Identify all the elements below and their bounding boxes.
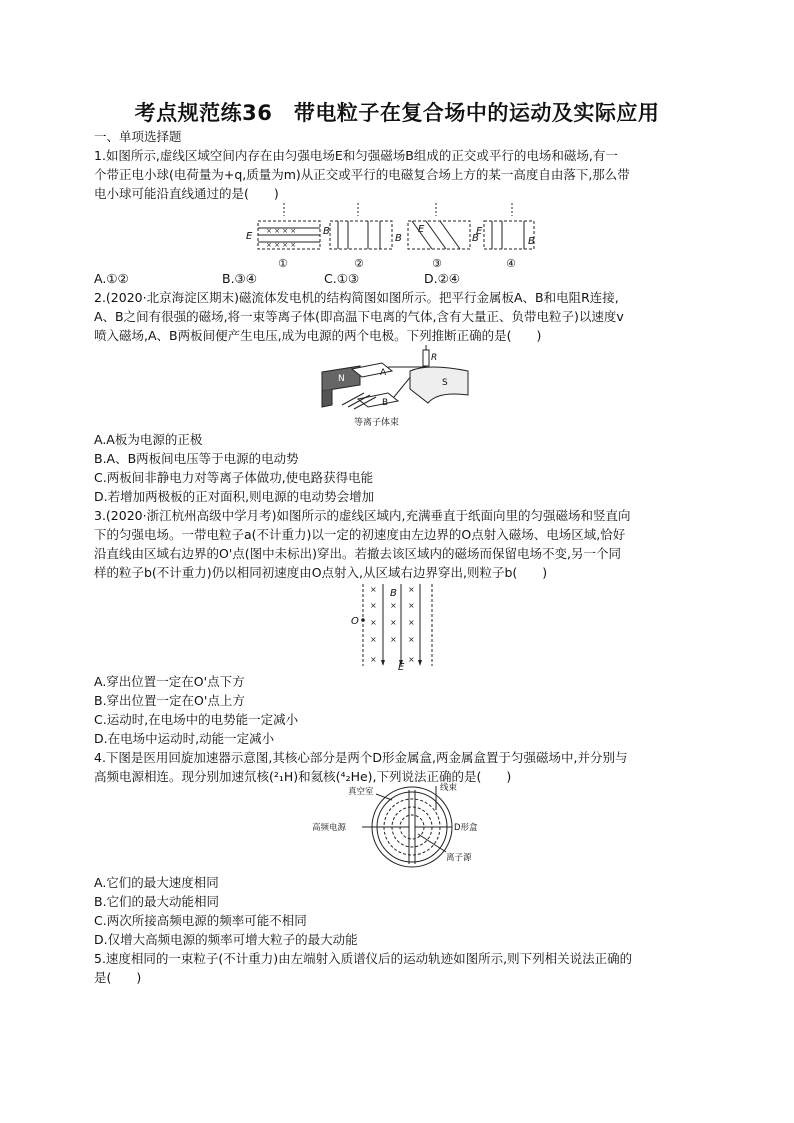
- q3-option-b: B.穿出位置一定在O'点上方: [94, 693, 245, 708]
- svg-text:×: ×: [370, 635, 377, 644]
- q1-line-3: 电小球可能沿直线通过的是( ): [94, 186, 279, 201]
- svg-text:× × × ×: × × × ×: [266, 227, 297, 235]
- q3-line-4: 样的粒子b(不计重力)仍以相同初速度由O点射入,从区域右边界穿出,则粒子b( ): [94, 565, 548, 580]
- q1-option-c: C.①③: [324, 271, 360, 286]
- svg-text:×: ×: [390, 635, 397, 644]
- svg-text:×: ×: [408, 585, 415, 594]
- svg-text:B: B: [382, 398, 389, 408]
- svg-text:②: ②: [354, 257, 364, 270]
- svg-text:等离子体束: 等离子体束: [354, 418, 400, 428]
- q4-option-d: D.仅增大高频电源的频率可增大粒子的最大动能: [94, 932, 358, 947]
- q4-line-2: 高频电源相连。现分别加速氘核(²₁H)和氦核(⁴₂He),下列说法正确的是( ): [94, 769, 512, 784]
- svg-text:B: B: [472, 233, 479, 244]
- svg-text:真空室: 真空室: [348, 787, 374, 797]
- svg-text:×: ×: [370, 618, 377, 627]
- page-title: 考点规范练36 带电粒子在复合场中的运动及实际应用: [134, 101, 660, 125]
- svg-text:×: ×: [390, 601, 397, 610]
- svg-text:×: ×: [370, 585, 377, 594]
- q1-option-b: B.③④: [222, 271, 257, 286]
- q3-line-3: 沿直线由区域右边界的O'点(图中未标出)穿出。若撤去该区域内的磁场而保留电场不变,另一个同: [94, 546, 622, 561]
- svg-text:S: S: [442, 378, 448, 388]
- q1-line-1: 1.如图所示,虚线区域空间内存在由匀强电场E和匀强磁场B组成的正交或平行的电场和磁场,有一: [94, 148, 618, 163]
- q5-line-1: 5.速度相同的一束粒子(不计重力)由左端射入质谱仪后的运动轨迹如图所示,则下列相关说法正确的: [94, 951, 633, 966]
- q3-line-1: 3.(2020·浙江杭州高级中学月考)如图所示的虚线区域内,充满垂直于纸面向里的匀强磁场和竖直向: [94, 508, 631, 523]
- svg-text:×: ×: [390, 618, 397, 627]
- svg-text:B: B: [528, 236, 535, 247]
- svg-text:E: E: [418, 224, 425, 235]
- svg-text:E: E: [476, 226, 483, 237]
- svg-text:×: ×: [370, 601, 377, 610]
- svg-text:×: ×: [408, 655, 415, 664]
- q3-option-c: C.运动时,在电场中的电势能一定减小: [94, 712, 299, 727]
- svg-text:×: ×: [408, 635, 415, 644]
- q2-option-b: B.A、B两板间电压等于电源的电动势: [94, 451, 299, 466]
- q2-line-1: 2.(2020·北京海淀区期末)磁流体发电机的结构简图如图所示。把平行金属板A、B和电阻R连接,: [94, 290, 619, 305]
- svg-text:④: ④: [506, 257, 516, 270]
- q1-option-a: A.①②: [94, 271, 129, 286]
- q4-option-a: A.它们的最大速度相同: [94, 875, 219, 890]
- svg-text:B: B: [390, 588, 397, 599]
- q3-option-a: A.穿出位置一定在O'点下方: [94, 674, 245, 689]
- svg-text:A: A: [380, 368, 387, 378]
- q3-option-d: D.在电场中运动时,动能一定减小: [94, 731, 275, 746]
- svg-text:N: N: [338, 374, 345, 384]
- q5-line-2: 是( ): [94, 970, 142, 985]
- svg-text:E: E: [398, 662, 405, 672]
- q3-line-2: 下的匀强电场。一带电粒子a(不计重力)以一定的初速度由左边界的O点射入磁场、电场区域,恰好: [94, 527, 626, 542]
- q1-line-2: 个带正电小球(电荷量为+q,质量为m)从正交或平行的电磁复合场上方的某一高度自由落下,那么带: [94, 167, 630, 182]
- q3-field-region-figure: [348, 580, 448, 672]
- q2-mhd-generator-figure: [318, 345, 488, 430]
- svg-text:B: B: [323, 226, 330, 237]
- svg-text:×: ×: [408, 601, 415, 610]
- svg-text:线束: 线束: [440, 783, 458, 793]
- svg-text:R: R: [431, 353, 438, 363]
- svg-text:×: ×: [408, 618, 415, 627]
- svg-text:×: ×: [370, 655, 377, 664]
- svg-text:× × × ×: × × × ×: [266, 241, 297, 249]
- svg-text:E: E: [246, 231, 253, 242]
- svg-text:①: ①: [278, 257, 288, 270]
- q2-line-3: 喷入磁场,A、B两板间便产生电压,成为电源的两个电极。下列推断正确的是( ): [94, 328, 542, 343]
- q1-field-figures: [240, 200, 540, 272]
- q2-option-d: D.若增加两极板的正对面积,则电源的电动势会增加: [94, 489, 375, 504]
- q4-line-1: 4.下图是医用回旋加速器示意图,其核心部分是两个D形金属盒,两金属盒置于匀强磁场中,并分别与: [94, 750, 628, 765]
- svg-text:③: ③: [432, 257, 442, 270]
- svg-text:D形盒: D形盒: [454, 823, 478, 833]
- q4-option-b: B.它们的最大动能相同: [94, 894, 220, 909]
- q2-option-c: C.两板间非静电力对等离子体做功,使电路获得电能: [94, 470, 374, 485]
- svg-text:O: O: [351, 616, 359, 627]
- svg-text:离子源: 离子源: [446, 853, 472, 863]
- q4-option-c: C.两次所接高频电源的频率可能不相同: [94, 913, 307, 928]
- q1-option-d: D.②④: [424, 271, 461, 286]
- section-heading: 一、单项选择题: [94, 129, 182, 144]
- svg-text:B: B: [395, 233, 402, 244]
- q2-option-a: A.A板为电源的正极: [94, 432, 203, 447]
- svg-text:高频电源: 高频电源: [312, 823, 347, 833]
- q4-cyclotron-figure: [306, 780, 506, 872]
- q2-line-2: A、B之间有很强的磁场,将一束等离子体(即高温下电离的气体,含有大量正、负带电粒子)以速度v: [94, 309, 624, 324]
